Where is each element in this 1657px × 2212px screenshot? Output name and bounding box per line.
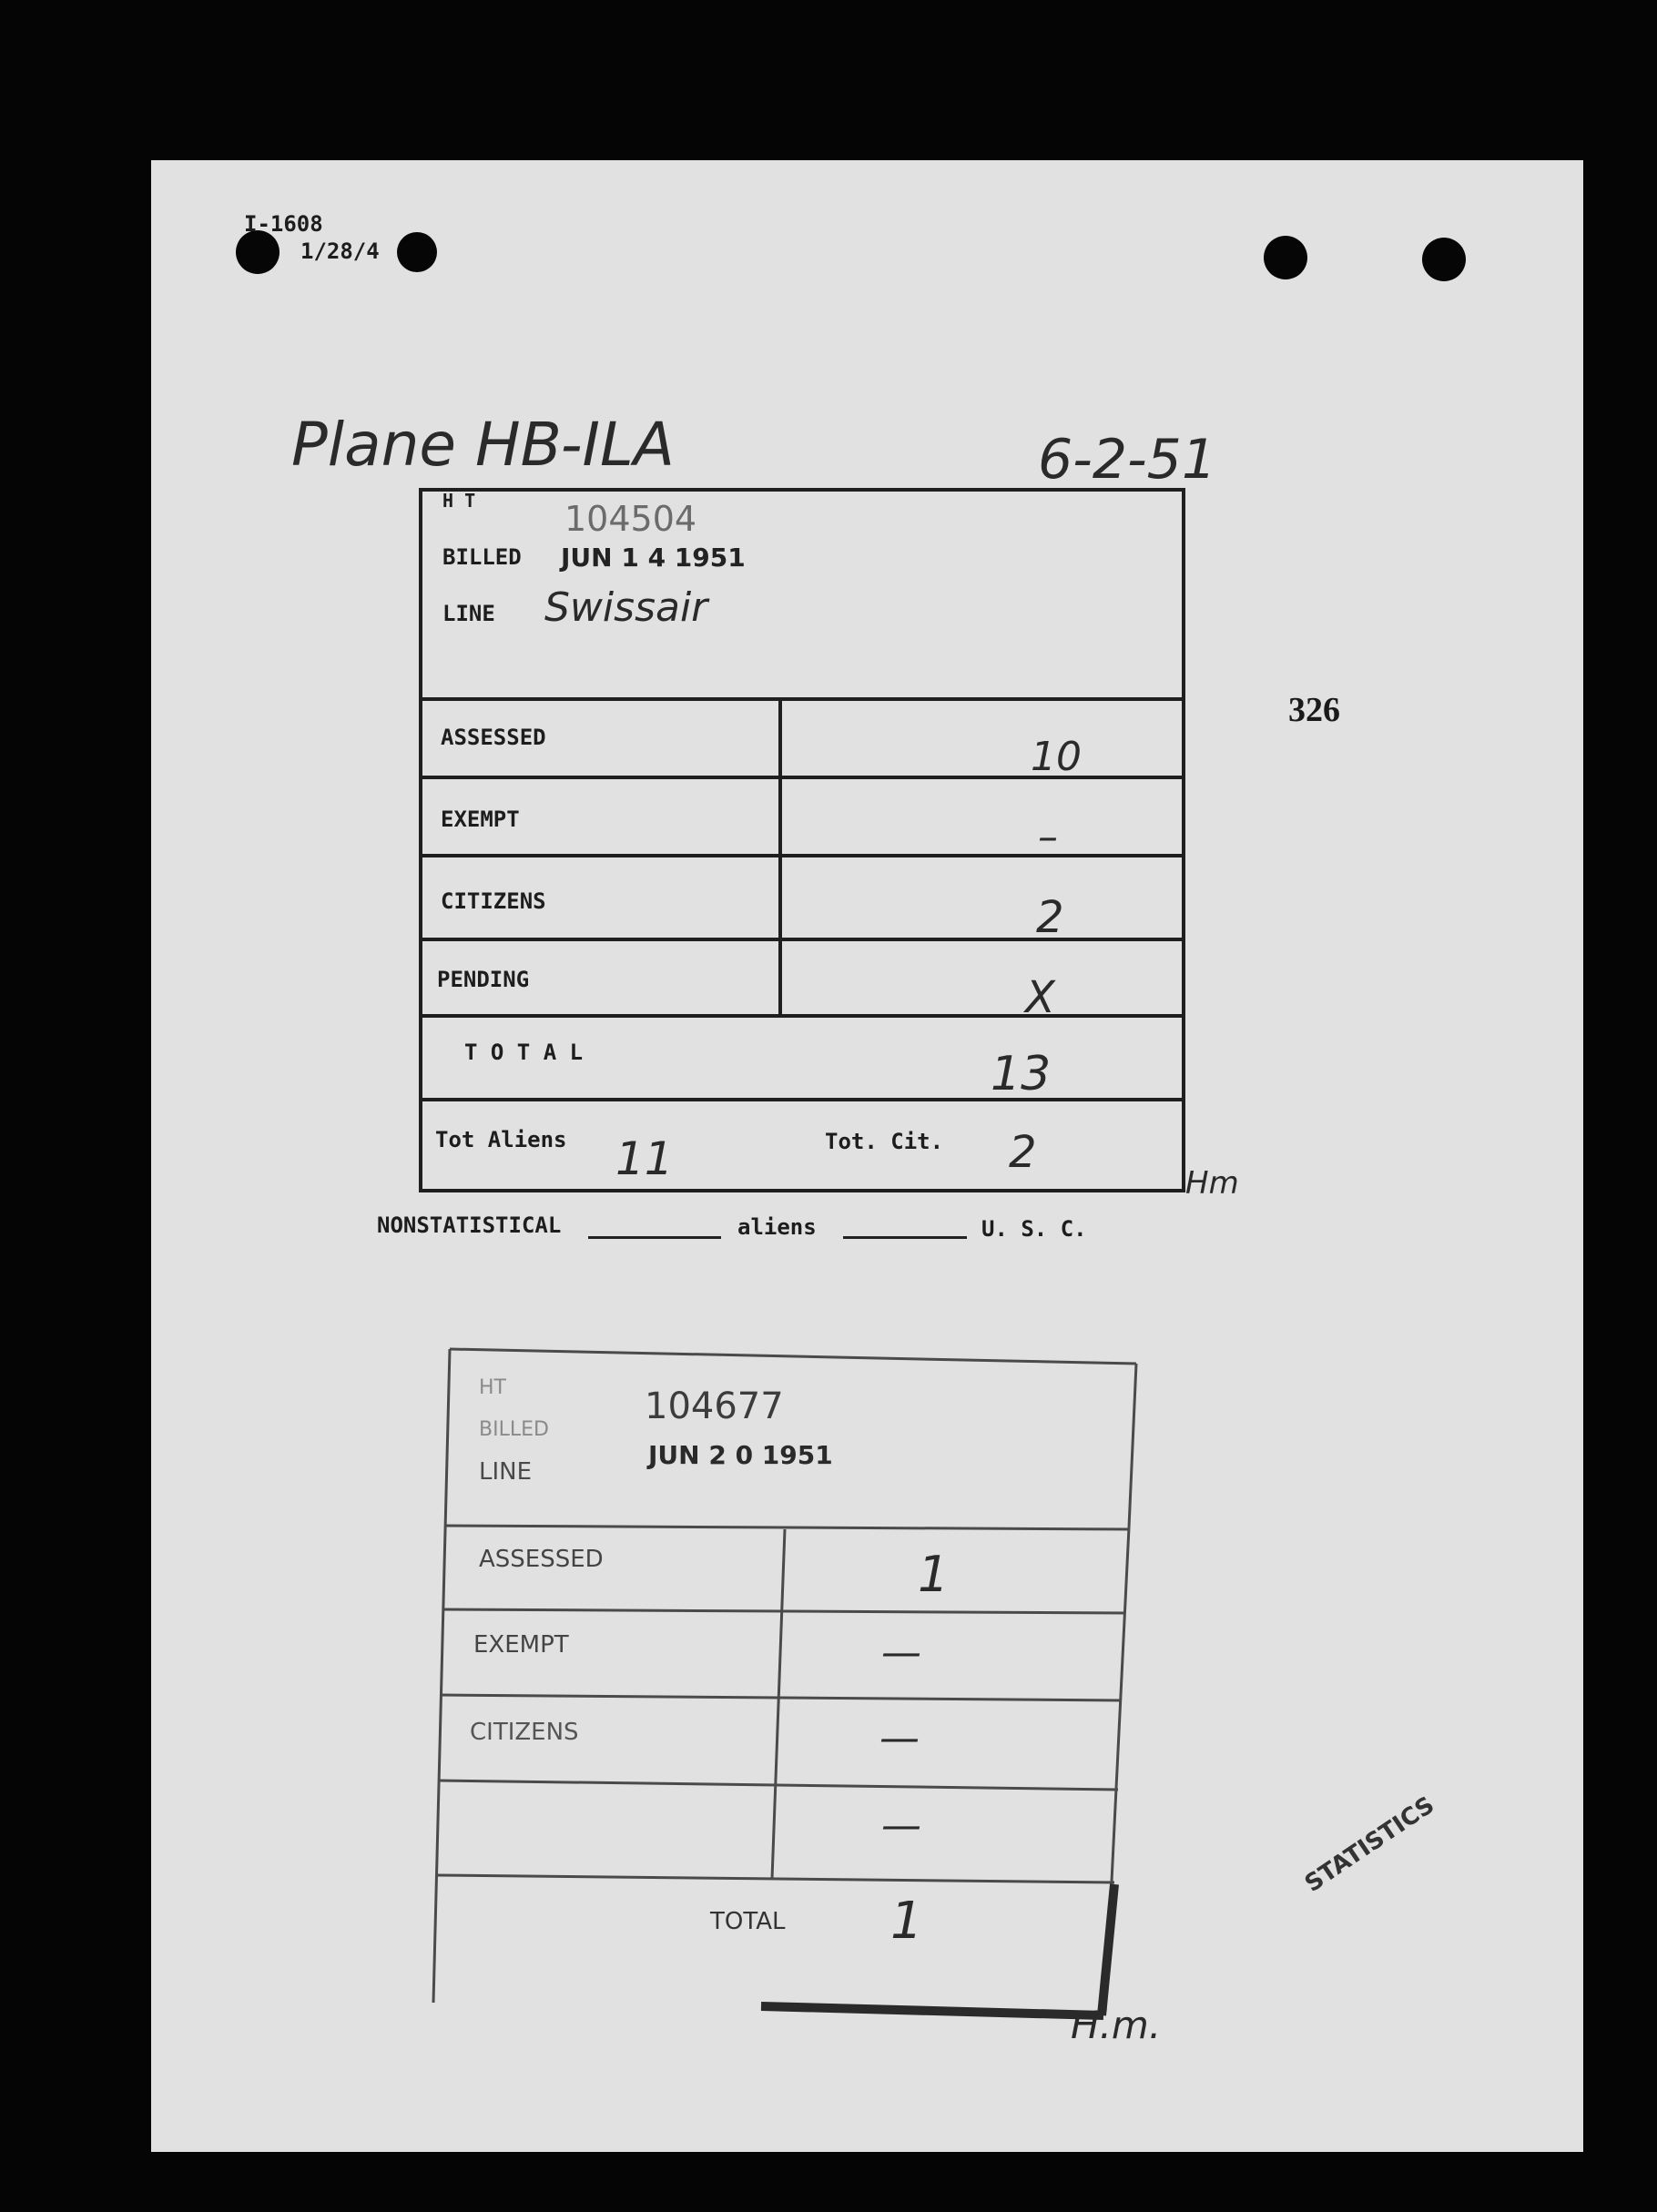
form2-citizens-label: CITIZENS [470, 1719, 579, 1746]
form2-line-label: LINE [479, 1458, 533, 1486]
handwritten-date: 6-2-51 [1038, 428, 1216, 492]
form2-exempt-value: — [881, 1629, 921, 1676]
form2-ht-number: 104677 [645, 1385, 784, 1427]
form2-assessed-value: 1 [918, 1546, 950, 1603]
form2-billed-label: BILLED [479, 1418, 549, 1441]
form2-exempt-label: EXEMPT [473, 1631, 569, 1659]
form1-pending-label: PENDING [437, 967, 530, 992]
form1-billed-label: BILLED [442, 544, 522, 570]
statistics-stamp: STATISTICS [1300, 1791, 1440, 1898]
form1-assessed-label: ASSESSED [441, 725, 546, 750]
form2-billed-date: JUN 2 0 1951 [648, 1440, 833, 1470]
form1-assessed-value: 10 [1031, 734, 1082, 780]
nonstatistical-aliens-label: aliens [737, 1214, 817, 1240]
nonstatistical-label: NONSTATISTICAL [377, 1213, 562, 1238]
form1-citizens-label: CITIZENS [441, 888, 546, 914]
form2-assessed-label: ASSESSED [479, 1546, 604, 1573]
form2-initials: H.m. [1071, 2003, 1162, 2047]
form1-tot-aliens-value: 11 [615, 1132, 674, 1185]
form1-line-label: LINE [442, 601, 495, 626]
form1-exempt-value: – [1038, 814, 1058, 860]
form2-total-label: TOTAL [710, 1908, 786, 1935]
page-number: 326 [1288, 691, 1340, 729]
form1-ht-number: 104504 [564, 499, 697, 539]
form1-initials: Hm [1185, 1165, 1239, 1202]
form-number: I-1608 [244, 211, 323, 237]
form1-total-value: 13 [991, 1047, 1052, 1101]
form1-citizens-value: 2 [1036, 892, 1064, 943]
form1-tot-cit-value: 2 [1009, 1127, 1037, 1178]
form1-exempt-label: EXEMPT [441, 807, 520, 832]
handwritten-plane: Plane HB-ILA [291, 410, 675, 480]
form1-line-value: Swissair [544, 584, 708, 631]
form2-ht-label: HT [479, 1376, 506, 1399]
nonstatistical-usc-label: U. S. C. [981, 1216, 1087, 1242]
form2-pending-value: — [881, 1802, 921, 1849]
form2-citizens-value: — [879, 1715, 920, 1761]
form1-pending-value: X [1025, 972, 1055, 1023]
form2-total-value: 1 [890, 1892, 923, 1951]
form1-total-label: T O T A L [464, 1040, 584, 1065]
form1-tot-aliens-label: Tot Aliens [435, 1127, 567, 1152]
form1-ht-label: H T [442, 490, 476, 512]
form1-tot-cit-label: Tot. Cit. [825, 1129, 944, 1154]
form-date: 1/28/4 [300, 238, 380, 264]
form1-billed-date: JUN 1 4 1951 [561, 543, 746, 573]
